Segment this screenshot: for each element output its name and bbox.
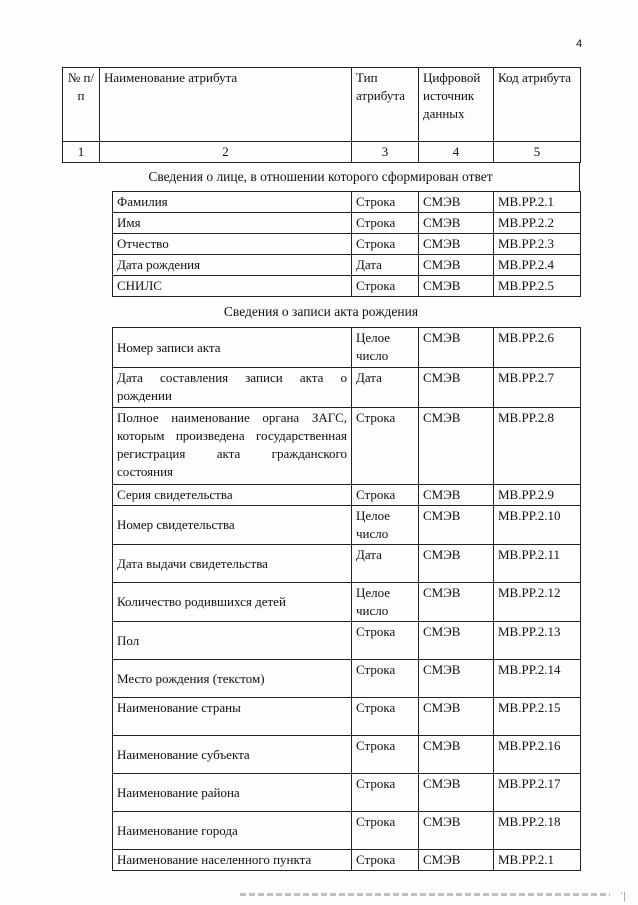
attribute-source: СМЭВ	[419, 698, 494, 736]
table-row	[113, 545, 581, 583]
attribute-source: СМЭВ	[419, 408, 494, 485]
attribute-source: СМЭВ	[419, 276, 494, 297]
table-row	[113, 736, 581, 774]
table-row	[113, 276, 581, 297]
table-row	[113, 622, 581, 660]
header-type: Тип атрибута	[352, 68, 419, 142]
attribute-code: MB.PP.2.1	[494, 192, 581, 213]
table-row	[113, 192, 581, 213]
header-code: Код атрибута	[494, 68, 581, 142]
attribute-source: СМЭВ	[419, 506, 494, 545]
attribute-name: Номер записи акта	[113, 328, 352, 368]
attribute-source: СМЭВ	[419, 774, 494, 812]
attribute-source: СМЭВ	[419, 850, 494, 871]
attribute-source: СМЭВ	[419, 485, 494, 506]
header-source: Цифровой источник данных	[419, 68, 494, 142]
table-row	[113, 368, 581, 408]
attribute-name: Наименование населенного пункта	[113, 850, 352, 871]
col-number: 4	[419, 142, 494, 163]
attribute-type: Целое число	[352, 328, 419, 368]
table-row	[113, 850, 581, 871]
attribute-type: Строка	[352, 485, 419, 506]
attribute-type: Строка	[352, 408, 419, 485]
attribute-code: MB.PP.2.5	[494, 276, 581, 297]
attribute-type: Строка	[352, 622, 419, 660]
attribute-type: Строка	[352, 213, 419, 234]
attribute-code: MB.PP.2.11	[494, 545, 581, 583]
attribute-code: MB.PP.2.16	[494, 736, 581, 774]
attribute-type: Дата	[352, 368, 419, 408]
section-title: Сведения о лице, в отношении которого сформирован ответ	[62, 163, 580, 191]
attribute-name: Дата выдачи свидетельства	[113, 545, 352, 583]
attribute-name: Количество родившихся детей	[113, 583, 352, 622]
attribute-source: СМЭВ	[419, 234, 494, 255]
attribute-type: Строка	[352, 850, 419, 871]
attribute-code: MB.PP.2.17	[494, 774, 581, 812]
attribute-name: Наименование субъекта	[113, 736, 352, 774]
col-number: 3	[352, 142, 419, 163]
table-row	[113, 774, 581, 812]
scan-mark: ˈ|	[620, 891, 626, 902]
col-number: 1	[63, 142, 100, 163]
attribute-code: MB.PP.2.1	[494, 850, 581, 871]
attribute-name: Отчество	[113, 234, 352, 255]
header-num: № п/п	[63, 68, 100, 142]
attribute-code: MB.PP.2.2	[494, 213, 581, 234]
attribute-source: СМЭВ	[419, 736, 494, 774]
col-number: 2	[100, 142, 352, 163]
attribute-name: Полное наименование органа ЗАГС, которым произведена государственная регистрация акта гражданского состояния	[113, 408, 352, 485]
document-body	[62, 67, 580, 871]
attribute-source: СМЭВ	[419, 545, 494, 583]
table-row	[113, 408, 581, 485]
attribute-name: Дата рождения	[113, 255, 352, 276]
attribute-type: Строка	[352, 660, 419, 698]
attribute-code: MB.PP.2.4	[494, 255, 581, 276]
table-row	[113, 660, 581, 698]
attribute-name: Место рождения (текстом)	[113, 660, 352, 698]
table-row	[113, 485, 581, 506]
attribute-source: СМЭВ	[419, 583, 494, 622]
attribute-name: Пол	[113, 622, 352, 660]
page-number: 4	[576, 38, 583, 50]
table-row	[113, 213, 581, 234]
attribute-name: Имя	[113, 213, 352, 234]
attribute-source: СМЭВ	[419, 213, 494, 234]
section2-table	[112, 327, 581, 871]
attribute-code: MB.PP.2.6	[494, 328, 581, 368]
attribute-type: Дата	[352, 545, 419, 583]
section-title: Сведения о записи акта рождения	[223, 304, 419, 319]
attribute-type: Строка	[352, 192, 419, 213]
table-row	[113, 328, 581, 368]
attribute-source: СМЭВ	[419, 255, 494, 276]
section1-table	[112, 191, 581, 297]
attribute-type: Строка	[352, 234, 419, 255]
attribute-type: Целое число	[352, 506, 419, 545]
attribute-source: СМЭВ	[419, 328, 494, 368]
attribute-source: СМЭВ	[419, 622, 494, 660]
attribute-name: Наименование района	[113, 774, 352, 812]
attribute-code: MB.PP.2.13	[494, 622, 581, 660]
attribute-name: Фамилия	[113, 192, 352, 213]
attribute-source: СМЭВ	[419, 192, 494, 213]
attribute-code: MB.PP.2.10	[494, 506, 581, 545]
attribute-name: Наименование города	[113, 812, 352, 850]
attribute-name: Дата составления записи акта о рождении	[113, 368, 352, 408]
header-name: Наименование атрибута	[100, 68, 352, 142]
attribute-type: Строка	[352, 698, 419, 736]
attribute-type: Целое число	[352, 583, 419, 622]
table-row	[113, 698, 581, 736]
attribute-name: Наименование страны	[113, 698, 352, 736]
table-row	[113, 234, 581, 255]
attribute-code: MB.PP.2.3	[494, 234, 581, 255]
table-row	[113, 255, 581, 276]
attribute-type: Строка	[352, 812, 419, 850]
col-number: 5	[494, 142, 581, 163]
attribute-source: СМЭВ	[419, 812, 494, 850]
scan-artifact	[240, 893, 610, 896]
attribute-type: Строка	[352, 736, 419, 774]
attribute-type: Строка	[352, 774, 419, 812]
attribute-name: Серия свидетельства	[113, 485, 352, 506]
attribute-type: Строка	[352, 276, 419, 297]
header-table	[62, 67, 581, 163]
attribute-code: MB.PP.2.18	[494, 812, 581, 850]
attribute-type: Дата	[352, 255, 419, 276]
attribute-name: СНИЛС	[113, 276, 352, 297]
attribute-code: MB.PP.2.7	[494, 368, 581, 408]
table-row	[113, 583, 581, 622]
attribute-code: MB.PP.2.15	[494, 698, 581, 736]
attribute-code: MB.PP.2.14	[494, 660, 581, 698]
table-row	[113, 812, 581, 850]
attribute-source: СМЭВ	[419, 660, 494, 698]
table-row	[113, 506, 581, 545]
attribute-code: MB.PP.2.8	[494, 408, 581, 485]
attribute-code: MB.PP.2.12	[494, 583, 581, 622]
attribute-code: MB.PP.2.9	[494, 485, 581, 506]
attribute-name: Номер свидетельства	[113, 506, 352, 545]
attribute-source: СМЭВ	[419, 368, 494, 408]
